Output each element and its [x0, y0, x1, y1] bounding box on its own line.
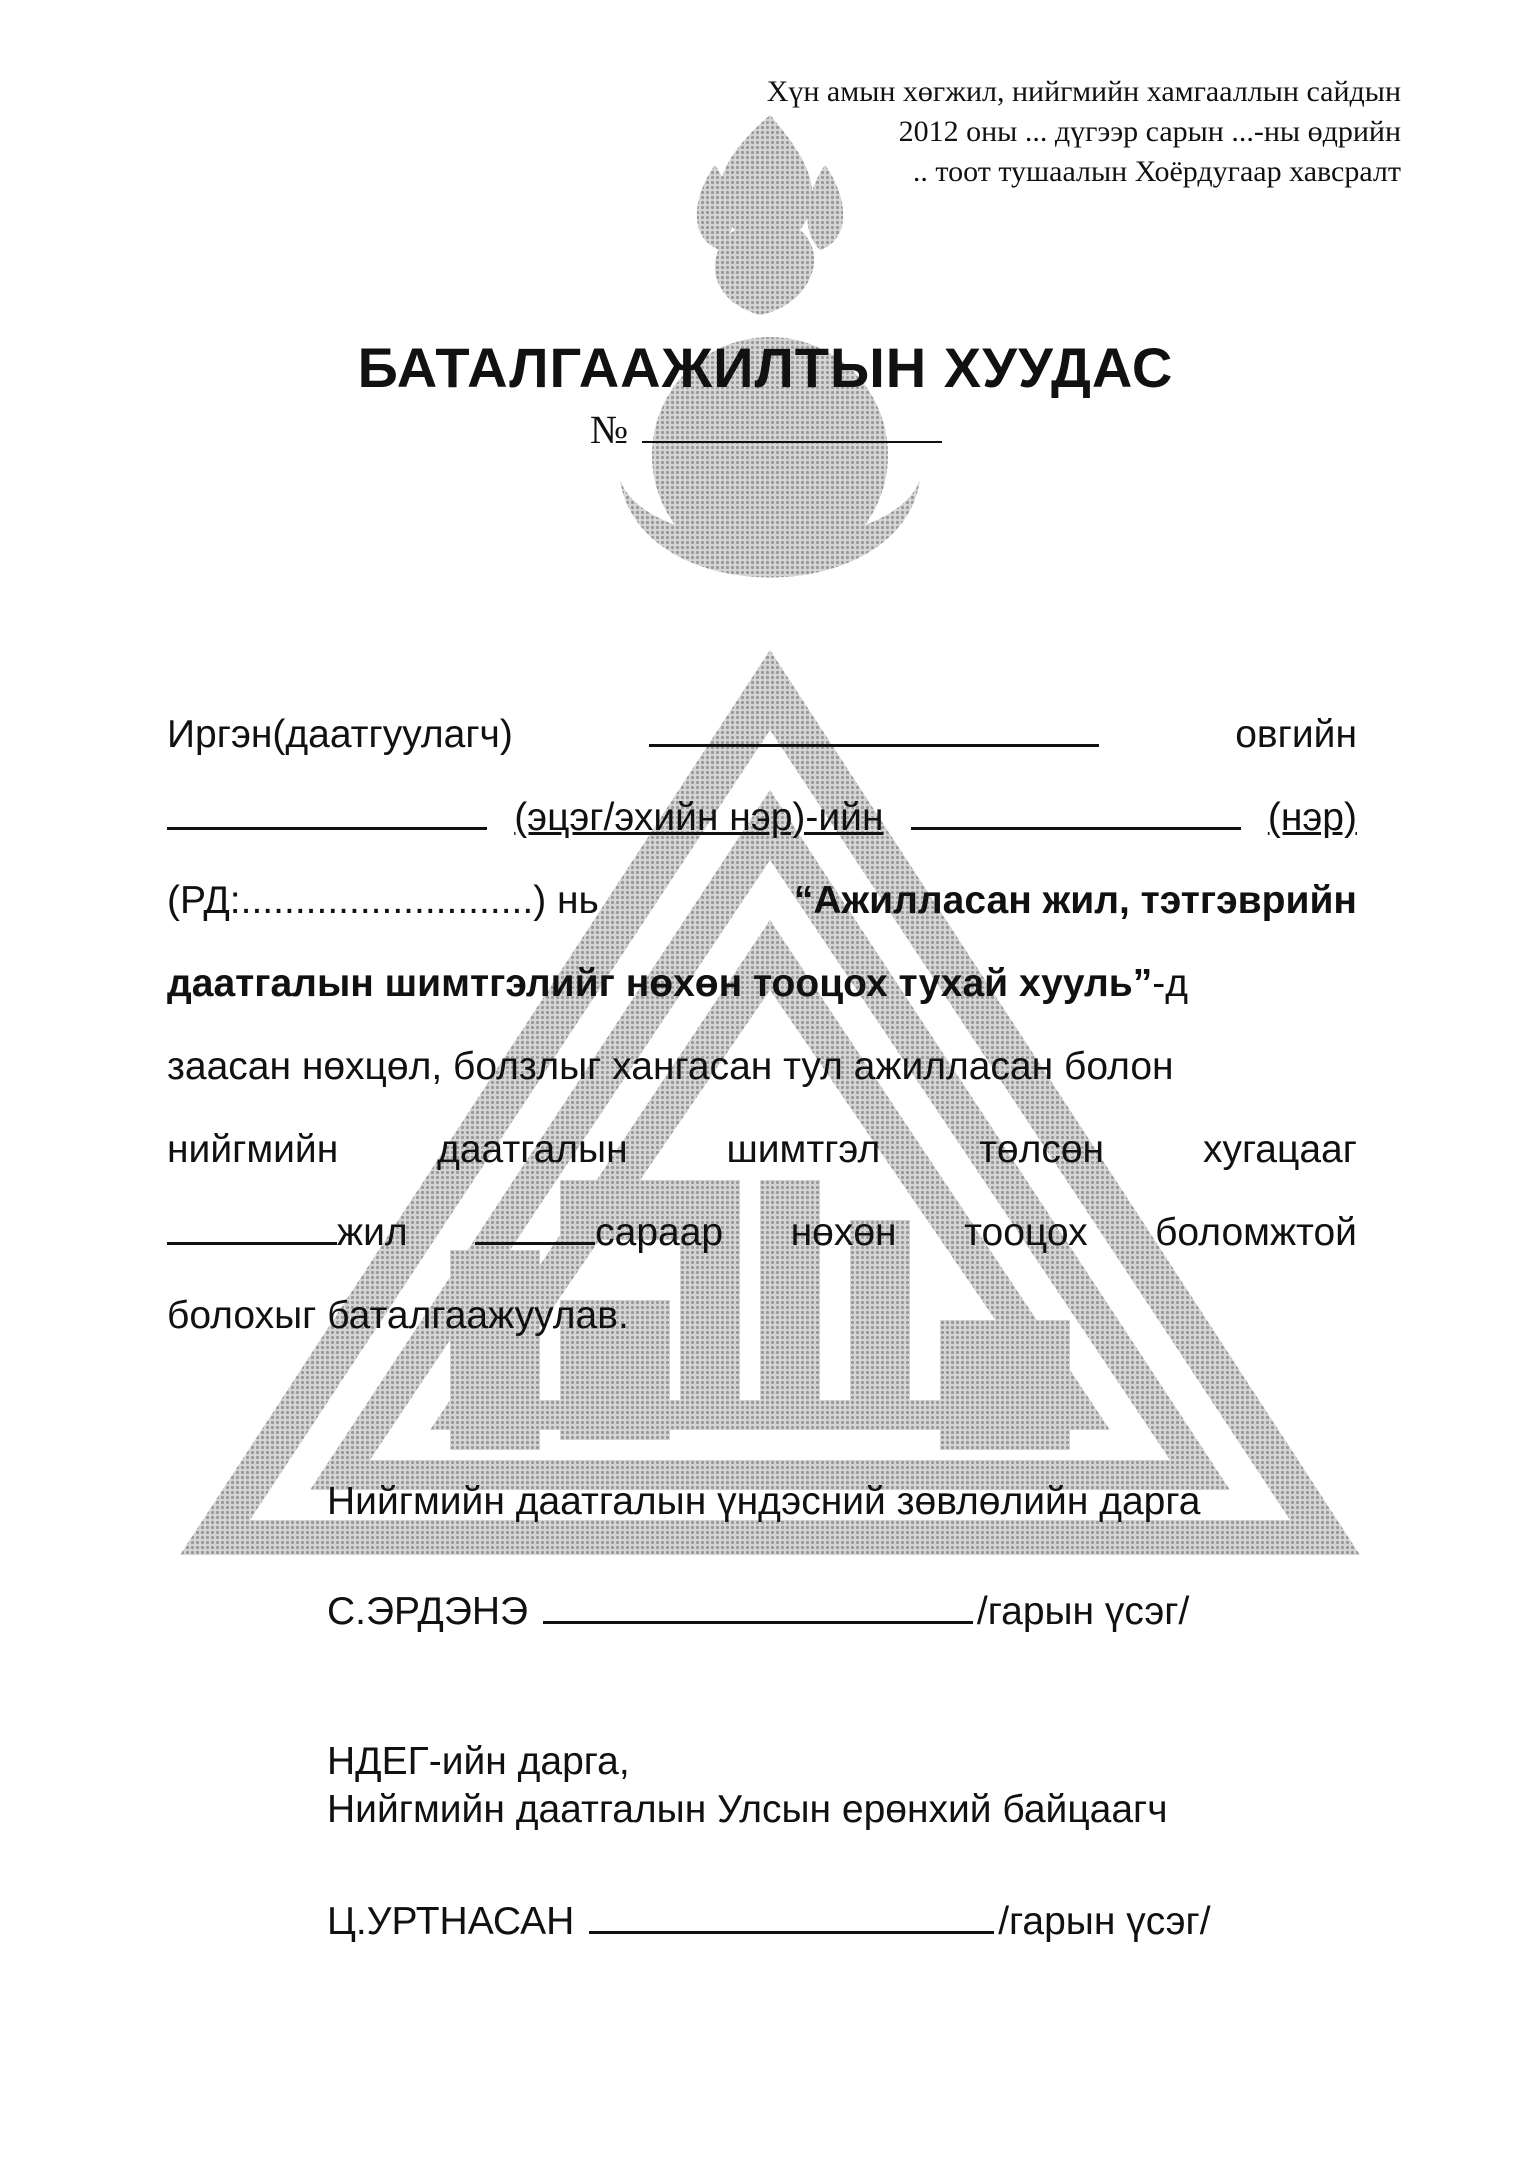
parent-name-blank [167, 787, 487, 830]
signer-1-name: С.ЭРДЭНЭ [327, 1590, 529, 1633]
signature-2-block [327, 1895, 1211, 1944]
body-line-1 [167, 700, 1357, 783]
law-suffix: -д [1152, 962, 1189, 1005]
body-line-8 [167, 1281, 1357, 1364]
signature-2-line [589, 1895, 994, 1934]
signature-1-position: Нийгмийн даатгалын үндэсний зөвлөлийн дарга [327, 1480, 1201, 1523]
parent-name-label: (эцэг/эхийн нэр)-ийн [514, 796, 884, 839]
document-title: БАТАЛГААЖИЛТЫН ХУУДАС [357, 336, 1174, 399]
body-line-2 [167, 783, 1357, 866]
law-title-part-1: “Ажилласан жил, тэтгэврийн [793, 879, 1357, 922]
signer-2-title-1: НДЕГ-ийн дарга, [327, 1740, 630, 1783]
surname-label: овгийн [1235, 713, 1357, 756]
document-body [167, 700, 1357, 1364]
years-label: жил [337, 1211, 408, 1254]
body-line-3 [167, 866, 1357, 949]
body-line-5 [167, 1032, 1357, 1115]
signature-1-line [543, 1585, 973, 1624]
word-2: даатгалын [437, 1128, 628, 1171]
word-3: шимтгэл [726, 1128, 881, 1171]
annex-line-3: .. тоот тушаалын Хоёрдугаар хавсралт [912, 155, 1401, 188]
document-number [590, 405, 942, 453]
citizen-label: Иргэн(даатгуулагч) [167, 713, 513, 756]
signer-2-name: Ц.УРТНАСАН [327, 1900, 575, 1943]
given-name-blank [911, 787, 1241, 830]
annex-line-1: Хүн амын хөгжил, нийгмийн хамгааллын сайдын [766, 75, 1401, 108]
number-sign: № [590, 407, 629, 452]
annex-line-2: 2012 оны ... дүгээр сарын ...-ны өдрийн [898, 115, 1401, 148]
word-recalc: нөхөн [790, 1211, 897, 1254]
surname-blank [649, 704, 1099, 747]
months-blank [475, 1202, 595, 1245]
confirmation-text: болохыг баталгаажуулав. [167, 1294, 629, 1337]
word-possible: боломжтой [1155, 1211, 1357, 1254]
given-name-label: (нэр) [1267, 796, 1357, 839]
annex-note [501, 72, 1401, 192]
word-1: нийгмийн [167, 1128, 339, 1171]
conditions-text: заасан нөхцөл, болзлыг хангасан тул ажилласан болон [167, 1045, 1174, 1088]
signature-2-label: /гарын үсэг/ [998, 1900, 1211, 1943]
years-blank [167, 1202, 337, 1245]
signer-2-title-2: Нийгмийн даатгалын Улсын ерөнхий байцаагч [327, 1788, 1168, 1831]
signature-1-label: /гарын үсэг/ [976, 1590, 1190, 1633]
number-blank-line [642, 405, 942, 443]
word-5: хугацааг [1202, 1128, 1357, 1171]
signature-1-block [327, 1585, 1189, 1634]
months-label: сараар [595, 1211, 724, 1254]
body-line-7 [167, 1198, 1357, 1281]
word-4: төлсөн [979, 1128, 1105, 1171]
registry-number: (РД:...........................) нь [167, 879, 599, 922]
body-line-4 [167, 949, 1357, 1032]
word-count: тооцох [964, 1211, 1088, 1254]
signature-2-position [327, 1738, 1168, 1834]
law-title-part-2: даатгалын шимтгэлийг нөхөн тооцох тухай хууль” [167, 962, 1153, 1005]
body-line-6 [167, 1115, 1357, 1198]
